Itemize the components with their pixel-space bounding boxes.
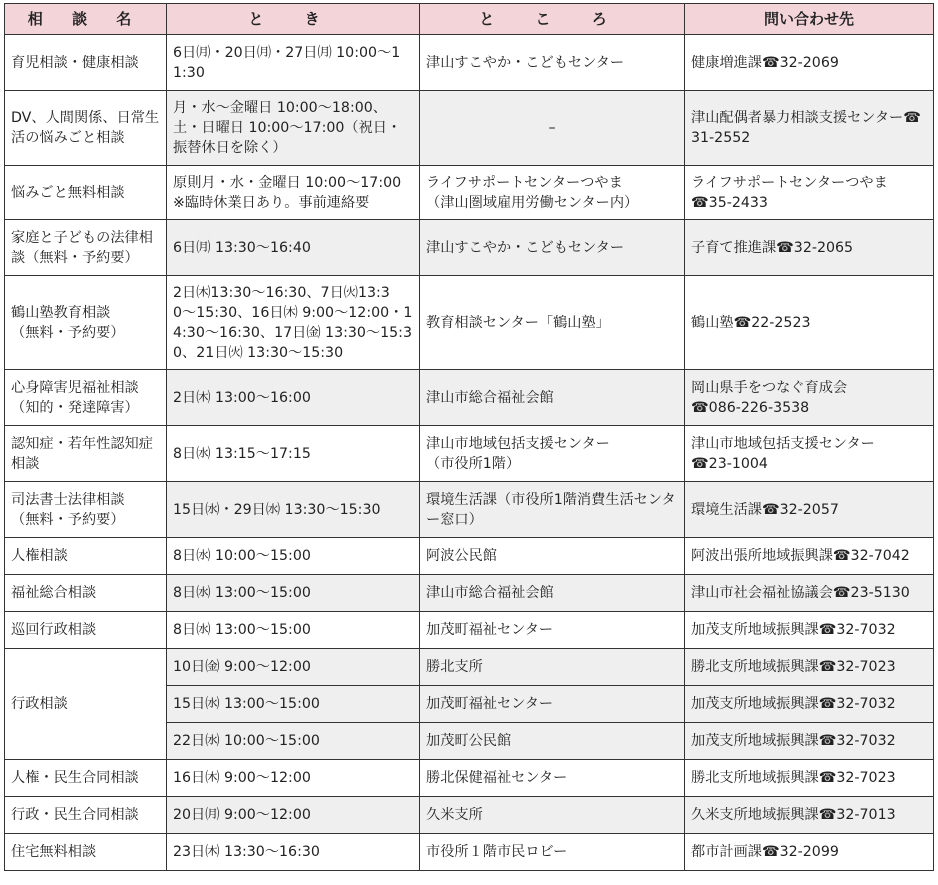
place-line: 津山市地域包括支援センター xyxy=(426,435,610,452)
consultation-contact: 津山配偶者暴力相談支援センター☎31-2552 xyxy=(685,91,934,166)
consultation-schedule-table xyxy=(4,3,934,871)
consultation-place: 津山すこやか・こどもセンター xyxy=(420,220,685,276)
name-line: 司法書士法律相談 xyxy=(11,491,125,508)
consultation-contact: 鶴山塾☎22-2523 xyxy=(685,276,934,370)
place-line: ライフサポートセンターつやま xyxy=(426,174,623,191)
consultation-name: 悩みごと無料相談 xyxy=(5,166,167,220)
table-row xyxy=(5,276,934,370)
consultation-place xyxy=(420,426,685,482)
consultation-contact xyxy=(685,166,934,220)
consultation-name: 巡回行政相談 xyxy=(5,612,167,649)
consultation-contact: 勝北支所地域振興課☎32-7023 xyxy=(685,760,934,797)
contact-line: 津山市地域包括支援センター xyxy=(691,435,875,452)
table-row xyxy=(5,760,934,797)
header-place: と こ ろ xyxy=(420,4,685,35)
contact-line: ☎35-2433 xyxy=(691,194,768,211)
time-line: ※臨時休業日あり。事前連絡要 xyxy=(173,194,370,211)
consultation-time: 16日㈭ 9:00〜12:00 xyxy=(167,760,420,797)
table-row xyxy=(5,35,934,91)
name-line: （無料・予約要） xyxy=(11,324,125,341)
contact-line: 岡山県手をつなぐ育成会 xyxy=(691,379,848,396)
consultation-time: 8日㈬ 10:00〜15:00 xyxy=(167,538,420,575)
header-time: と き xyxy=(167,4,420,35)
consultation-place: 加茂町福祉センター xyxy=(420,612,685,649)
name-line: （知的・発達障害） xyxy=(11,399,139,416)
consultation-name: 人権相談 xyxy=(5,538,167,575)
consultation-time: 8日㈬ 13:15〜17:15 xyxy=(167,426,420,482)
place-line: （市役所1階） xyxy=(426,455,521,472)
consultation-time: 6日㈪・20日㈪・27日㈪ 10:00〜11:30 xyxy=(167,35,420,91)
consultation-time xyxy=(167,166,420,220)
consultation-time: 2日㈭13:30〜16:30、7日㈫13:30〜15:30、16日㈭ 9:00〜12:00・14:30〜16:30、17日㈮ 13:30〜15:30、21日㈫ 13:30〜15:30 xyxy=(167,276,420,370)
consultation-contact: 阿波出張所地域振興課☎32-7042 xyxy=(685,538,934,575)
name-line: （無料・予約要） xyxy=(11,511,125,528)
consultation-place: 環境生活課（市役所1階消費生活センター窓口） xyxy=(420,482,685,538)
consultation-time: 8日㈬ 13:00〜15:00 xyxy=(167,575,420,612)
table-row xyxy=(5,575,934,612)
table-row xyxy=(5,834,934,871)
header-consultation-name: 相 談 名 xyxy=(5,4,167,35)
consultation-name: 福祉総合相談 xyxy=(5,575,167,612)
contact-line: ☎086-226-3538 xyxy=(691,399,810,416)
consultation-place: 教育相談センター「鶴山塾」 xyxy=(420,276,685,370)
consultation-place: 阿波公民館 xyxy=(420,538,685,575)
table-header-row xyxy=(5,4,934,35)
consultation-time: 23日㈭ 13:30〜16:30 xyxy=(167,834,420,871)
consultation-place: 市役所１階市民ロビー xyxy=(420,834,685,871)
consultation-contact: 久米支所地域振興課☎32-7013 xyxy=(685,797,934,834)
consultation-name: 認知症・若年性認知症相談 xyxy=(5,426,167,482)
consultation-contact: 勝北支所地域振興課☎32-7023 xyxy=(685,649,934,686)
consultation-contact xyxy=(685,370,934,426)
consultation-name: 行政・民生合同相談 xyxy=(5,797,167,834)
consultation-name: 行政相談 xyxy=(5,649,167,760)
consultation-time: 15日㈬・29日㈬ 13:30〜15:30 xyxy=(167,482,420,538)
consultation-time: 8日㈬ 13:00〜15:00 xyxy=(167,612,420,649)
consultation-name: 人権・民生合同相談 xyxy=(5,760,167,797)
consultation-time: 15日㈬ 13:00〜15:00 xyxy=(167,686,420,723)
consultation-contact: 健康増進課☎32-2069 xyxy=(685,35,934,91)
consultation-place: 津山すこやか・こどもセンター xyxy=(420,35,685,91)
table-row xyxy=(5,482,934,538)
table-row xyxy=(5,91,934,166)
consultation-place: 津山市総合福祉会館 xyxy=(420,370,685,426)
name-line: 心身障害児福祉相談 xyxy=(11,379,139,396)
contact-line: ライフサポートセンターつやま xyxy=(691,174,888,191)
consultation-place: 加茂町公民館 xyxy=(420,723,685,760)
consultation-contact: 加茂支所地域振興課☎32-7032 xyxy=(685,612,934,649)
consultation-name: 家庭と子どもの法律相談（無料・予約要） xyxy=(5,220,167,276)
table-row xyxy=(5,797,934,834)
table-row xyxy=(5,426,934,482)
consultation-contact: 子育て推進課☎32-2065 xyxy=(685,220,934,276)
header-contact: 問い合わせ先 xyxy=(685,4,934,35)
contact-line: ☎23-1004 xyxy=(691,455,768,472)
consultation-time: 2日㈭ 13:00〜16:00 xyxy=(167,370,420,426)
consultation-place: 津山市総合福祉会館 xyxy=(420,575,685,612)
consultation-contact: 加茂支所地域振興課☎32-7032 xyxy=(685,723,934,760)
consultation-name xyxy=(5,370,167,426)
consultation-contact xyxy=(685,426,934,482)
consultation-place: 加茂町福祉センター xyxy=(420,686,685,723)
consultation-place xyxy=(420,166,685,220)
consultation-time: 月・水〜金曜日 10:00〜18:00、土・日曜日 10:00〜17:00（祝日・振替休日を除く） xyxy=(167,91,420,166)
consultation-time: 20日㈪ 9:00〜12:00 xyxy=(167,797,420,834)
table-row xyxy=(5,370,934,426)
table-row xyxy=(5,649,934,686)
consultation-place: – xyxy=(420,91,685,166)
consultation-place: 久米支所 xyxy=(420,797,685,834)
time-line: 原則月・水・金曜日 10:00〜17:00 xyxy=(173,174,402,191)
consultation-name xyxy=(5,276,167,370)
name-line: 鶴山塾教育相談 xyxy=(11,304,111,321)
table-row xyxy=(5,220,934,276)
consultation-place: 勝北保健福祉センター xyxy=(420,760,685,797)
consultation-contact: 環境生活課☎32-2057 xyxy=(685,482,934,538)
place-line: （津山圏域雇用労働センター内） xyxy=(426,194,639,211)
consultation-name xyxy=(5,482,167,538)
consultation-name: DV、人間関係、日常生活の悩みごと相談 xyxy=(5,91,167,166)
consultation-contact: 都市計画課☎32-2099 xyxy=(685,834,934,871)
consultation-contact: 津山市社会福祉協議会☎23-5130 xyxy=(685,575,934,612)
table-row xyxy=(5,166,934,220)
consultation-place: 勝北支所 xyxy=(420,649,685,686)
consultation-name: 住宅無料相談 xyxy=(5,834,167,871)
table-row xyxy=(5,612,934,649)
table-row xyxy=(5,538,934,575)
consultation-time: 22日㈬ 10:00〜15:00 xyxy=(167,723,420,760)
consultation-time: 6日㈪ 13:30〜16:40 xyxy=(167,220,420,276)
consultation-name: 育児相談・健康相談 xyxy=(5,35,167,91)
consultation-contact: 加茂支所地域振興課☎32-7032 xyxy=(685,686,934,723)
consultation-time: 10日㈮ 9:00〜12:00 xyxy=(167,649,420,686)
